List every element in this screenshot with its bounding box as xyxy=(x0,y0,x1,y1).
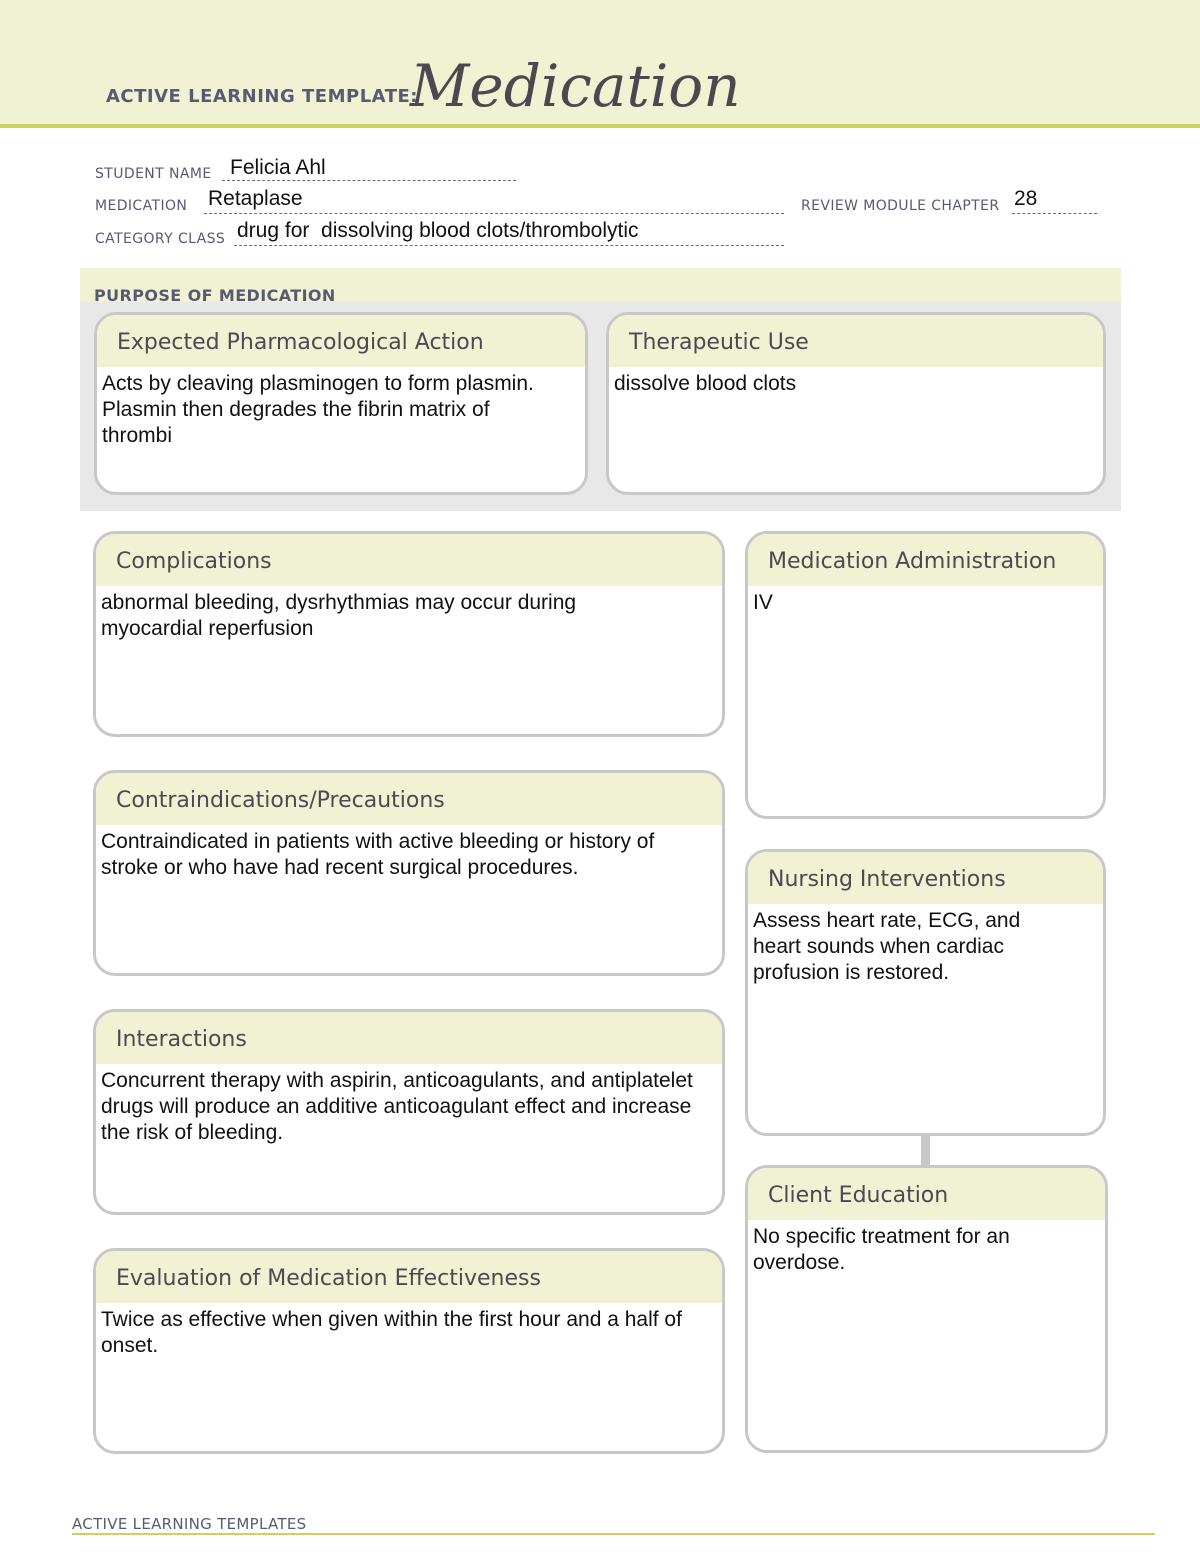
review-module-label: REVIEW MODULE CHAPTER xyxy=(801,198,1000,214)
contraindications-card xyxy=(93,770,725,976)
client-education-text[interactable]: No specific treatment for an overdose. xyxy=(753,1225,1010,1274)
nursing-interventions-card xyxy=(745,849,1106,1136)
expected-action-card xyxy=(94,312,588,495)
client-education-heading: Client Education xyxy=(748,1168,1105,1220)
interactions-heading: Interactions xyxy=(96,1012,722,1064)
medication-line xyxy=(204,213,784,214)
evaluation-heading: Evaluation of Medication Effectiveness xyxy=(96,1251,722,1303)
category-class-label: CATEGORY CLASS xyxy=(95,231,226,247)
medication-administration-heading: Medication Administration xyxy=(748,534,1103,586)
complications-heading: Complications xyxy=(96,534,722,586)
student-name-field[interactable]: Felicia Ahl xyxy=(230,156,326,179)
student-name-label: STUDENT NAME xyxy=(95,166,212,182)
therapeutic-use-heading: Therapeutic Use xyxy=(609,315,1103,367)
medication-field[interactable]: Retaplase xyxy=(208,187,303,210)
review-module-line xyxy=(1012,213,1097,214)
interactions-text[interactable]: Concurrent therapy with aspirin, anticoagulants, and antiplatelet drugs will produce an additive anticoagulant effect and increase the risk of bleeding. xyxy=(101,1069,693,1144)
expected-action-text[interactable]: Acts by cleaving plasminogen to form plasmin. Plasmin then degrades the fibrin matrix of thrombi xyxy=(102,372,534,447)
client-education-card xyxy=(745,1165,1108,1453)
nursing-interventions-text[interactable]: Assess heart rate, ECG, and heart sounds when cardiac profusion is restored. xyxy=(753,909,1021,984)
evaluation-text[interactable]: Twice as effective when given within the first hour and a half of onset. xyxy=(101,1308,682,1357)
therapeutic-use-text[interactable]: dissolve blood clots xyxy=(614,372,797,395)
medication-administration-text[interactable]: IV xyxy=(753,591,773,614)
expected-action-heading: Expected Pharmacological Action xyxy=(97,315,585,367)
medication-label: MEDICATION xyxy=(95,198,188,214)
therapeutic-use-card xyxy=(606,312,1106,495)
template-label: ACTIVE LEARNING TEMPLATE: xyxy=(106,86,418,107)
category-class-line xyxy=(234,245,784,246)
medication-administration-card xyxy=(745,531,1106,819)
complications-text[interactable]: abnormal bleeding, dysrhythmias may occur during myocardial reperfusion xyxy=(101,591,577,640)
nursing-interventions-heading: Nursing Interventions xyxy=(748,852,1103,904)
complications-card xyxy=(93,531,725,737)
review-module-chapter-field[interactable]: 28 xyxy=(1014,187,1038,210)
template-title: Medication xyxy=(410,52,741,120)
contraindications-heading: Contraindications/Precautions xyxy=(96,773,722,825)
footer-text: ACTIVE LEARNING TEMPLATES xyxy=(72,1515,307,1533)
footer-line xyxy=(72,1533,1155,1535)
purpose-title: PURPOSE OF MEDICATION xyxy=(94,286,336,305)
category-class-field[interactable]: drug for dissolving blood clots/thrombolytic xyxy=(237,219,639,242)
student-name-line xyxy=(222,180,516,181)
contraindications-text[interactable]: Contraindicated in patients with active bleeding or history of stroke or who have had recent surgical procedures. xyxy=(101,830,655,879)
interactions-card xyxy=(93,1009,725,1215)
connector-bar xyxy=(921,1135,930,1166)
evaluation-card xyxy=(93,1248,725,1454)
